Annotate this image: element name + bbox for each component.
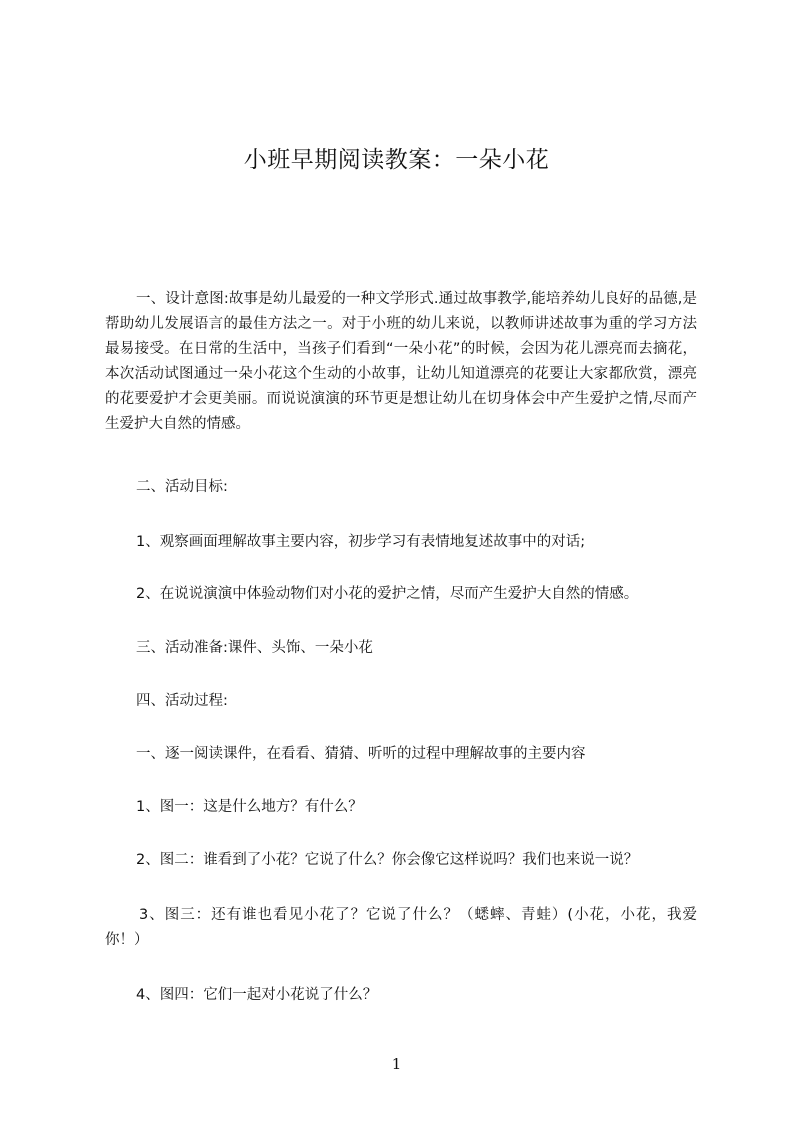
page-title: 小班早期阅读教案：一朵小花 bbox=[243, 147, 550, 173]
paragraph-step-1: 一、逐一阅读课件，在看看、猜猜、听听的过程中理解故事的主要内容 bbox=[136, 746, 586, 762]
paragraph-process-heading: 四、活动过程: bbox=[136, 693, 228, 709]
paragraph-goal-2: 2、在说说演演中体验动物们对小花的爱护之情，尽而产生爱护大自然的情感。 bbox=[136, 586, 639, 602]
paragraph-image-1: 1、图一：这是什么地方？有什么？ bbox=[136, 799, 363, 815]
page-number: 1 bbox=[391, 1055, 402, 1073]
paragraph-goal-1: 1、观察画面理解故事主要内容，初步学习有表情地复述故事中的对话; bbox=[136, 534, 586, 550]
paragraph-design-intent: 一、设计意图:故事是幼儿最爱的一种文学形式.通过故事教学,能培养幼儿良好的品德,是帮助幼儿发展语言的最佳方法之一。对于小班的幼儿来说，以教师讲述故事为重的学习方法最易接受。在日常的生活中，当孩子们看到“一朵小花”的时候，会因为花儿漂亮而去摘花，本次活动试图通过一朵小花这个生动的小故事，让幼儿知道漂亮的花要让大家都欣赏，漂亮的花要爱护才会更美丽。而说说演演的环节更是想让幼儿在切身体会中产生爱护之情,尽而产生爱护大自然的情感。 bbox=[105, 291, 697, 432]
paragraph-goals-heading: 二、活动目标: bbox=[136, 479, 228, 495]
paragraph-image-2: 2、图二：谁看到了小花？它说了什么？你会像它这样说吗？我们也来说一说？ bbox=[136, 852, 639, 868]
paragraph-image-3: 3、图三：还有谁也看见小花了？它说了什么？（蟋蟀、青蛙）(小花，小花，我爱你！） bbox=[105, 907, 697, 948]
paragraph-image-4: 4、图四：它们一起对小花说了什么？ bbox=[136, 987, 378, 1003]
paragraph-preparation: 三、活动准备:课件、头饰、一朵小花 bbox=[136, 640, 373, 656]
